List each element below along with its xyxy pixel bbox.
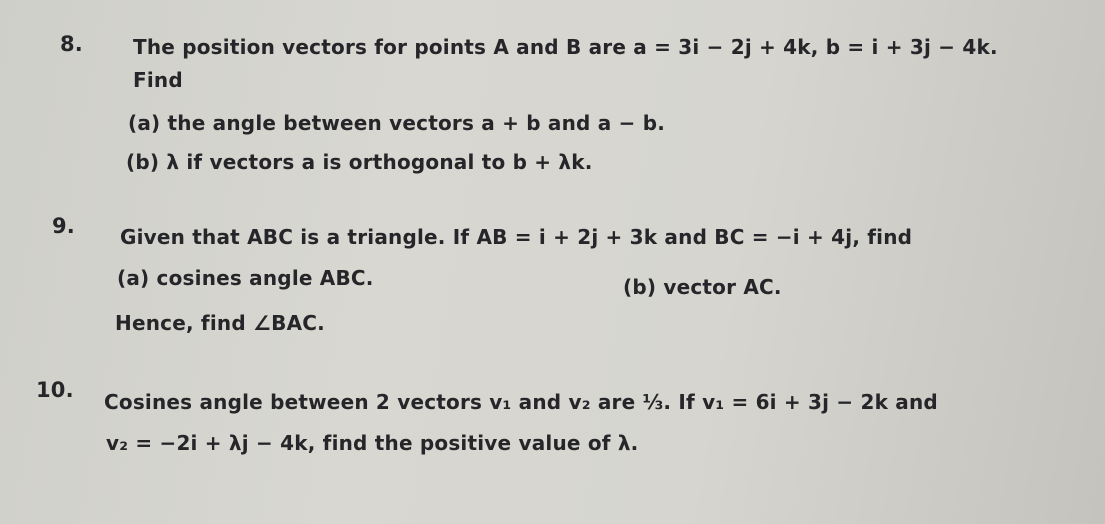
q9-part-b: (b) vector AC. [623,275,782,299]
q8-find: Find [133,68,183,92]
q9-number: 9. [52,214,75,238]
q8-number: 8. [60,32,83,56]
q8-part-b: (b) λ if vectors a is orthogonal to b + λk. [126,150,593,174]
q10-line2: v₂ = −2i + λj − 4k, find the positive value of λ. [106,431,639,455]
q8-part-a: (a) the angle between vectors a + b and a − b. [128,111,666,135]
q10-line1: Cosines angle between 2 vectors v₁ and v₂ are ⅓. If v₁ = 6i + 3j − 2k and [104,390,938,414]
q8-stem: The position vectors for points A and B are a = 3i − 2j + 4k, b = i + 3j − 4k. [133,35,998,59]
q9-stem: Given that ABC is a triangle. If AB = i + 2j + 3k and BC = −i + 4j, find [120,225,913,249]
q9-hence: Hence, find ∠BAC. [115,311,325,335]
q9-part-a: (a) cosines angle ABC. [117,266,374,290]
q10-number: 10. [36,378,74,402]
